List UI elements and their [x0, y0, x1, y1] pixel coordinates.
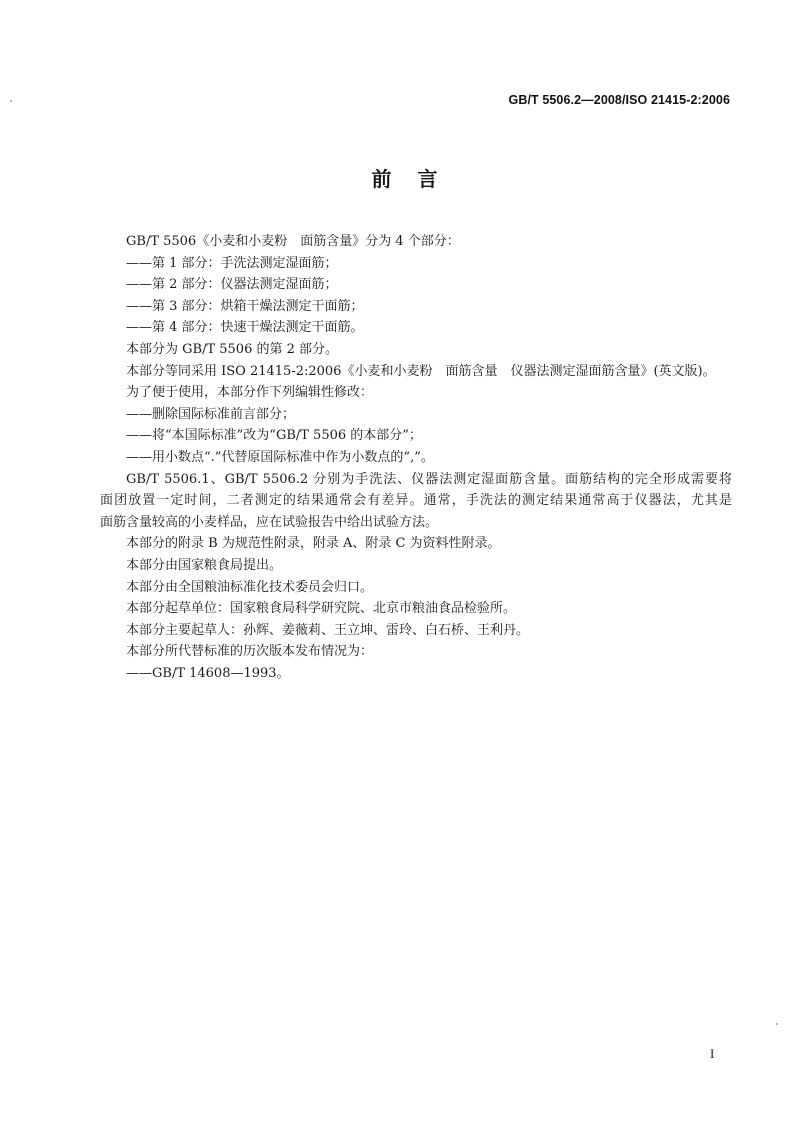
standard-number-header: GB/T 5506.2—2008/ISO 21415-2:2006: [508, 93, 730, 107]
scan-speck: [776, 1023, 778, 1025]
list-item-part-4: ——第 4 部分：快速干燥法测定干面筋。: [126, 320, 364, 336]
paragraph-annexes: 本部分的附录 B 为规范性附录，附录 A、附录 C 为资料性附录。: [126, 536, 501, 552]
paragraph-proposed-by: 本部分由国家粮食局提出。: [126, 557, 283, 573]
list-item-editorial-1: ——删除国际标准前言部分；: [126, 406, 296, 422]
paragraph-drafting-units: 本部分起草单位：国家粮食局科学研究院、北京市粮油食品检验所。: [126, 601, 517, 617]
paragraph-iso-equivalence: 本部分等同采用 ISO 21415-2:2006《小麦和小麦粉 面筋含量 仪器法测定湿面筋含量》(英文版)。: [126, 363, 716, 379]
paragraph-this-part: 本部分为 GB/T 5506 的第 2 部分。: [126, 341, 339, 357]
list-item-editorial-3: ——用小数点“.”代替原国际标准中作为小数点的“,”。: [126, 449, 434, 465]
list-item-editorial-2: ——将“本国际标准”改为“GB/T 5506 的本部分”；: [126, 428, 422, 444]
list-item-part-3: ——第 3 部分：烘箱干燥法测定干面筋；: [126, 298, 364, 314]
page-number: I: [710, 1046, 715, 1061]
paragraph-methods-line-2: 面团放置一定时间，二者测定的结果通常会有差异。通常，手洗法的测定结果通常高于仪器法，尤其是: [100, 493, 732, 509]
paragraph-centralized-by: 本部分由全国粮油标准化技术委员会归口。: [126, 579, 374, 595]
paragraph-drafters: 本部分主要起草人：孙辉、姜薇莉、王立坤、雷玲、白石桥、王利丹。: [126, 622, 530, 638]
page-title: 前言: [371, 167, 464, 191]
paragraph-methods-line-3: 面筋含量较高的小麦样品，应在试验报告中给出试验方法。: [100, 514, 439, 530]
list-item-part-1: ——第 1 部分：手洗法测定湿面筋；: [126, 255, 338, 271]
scan-speck: [10, 100, 12, 102]
paragraph-previous-editions: 本部分所代替标准的历次版本发布情况为：: [126, 644, 374, 660]
foreword-body: [100, 231, 732, 684]
list-item-part-2: ——第 2 部分：仪器法测定湿面筋；: [126, 277, 338, 293]
paragraph-editorial-intro: 为了便于使用，本部分作下列编辑性修改：: [126, 385, 374, 401]
list-item-previous-edition: ——GB/T 14608—1993。: [126, 665, 290, 681]
paragraph-parts-intro: GB/T 5506《小麦和小麦粉 面筋含量》分为 4 个部分：: [126, 234, 460, 249]
paragraph-methods-line-1: GB/T 5506.1、GB/T 5506.2 分别为手洗法、仪器法测定湿面筋含量。面筋结构的完全形成需要将: [126, 471, 732, 487]
